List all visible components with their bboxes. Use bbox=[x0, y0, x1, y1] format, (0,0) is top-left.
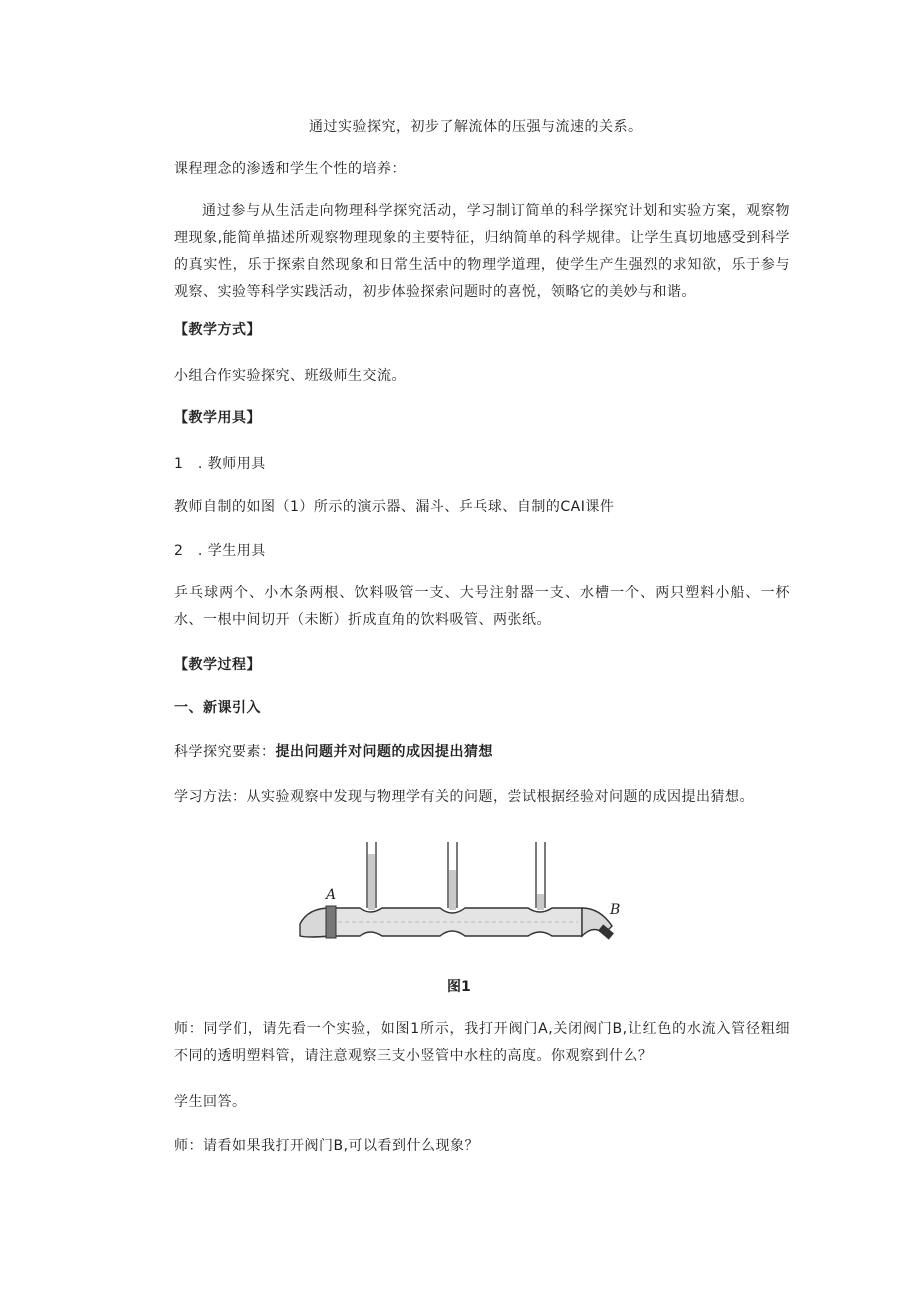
inquiry-element-label: 科学探究要素： bbox=[174, 744, 276, 760]
study-method-text: 学习方法：从实验观察中发现与物理学有关的问题，尝试根据经验对问题的成因提出猜想。 bbox=[174, 789, 754, 805]
label-valve-a: A bbox=[326, 887, 337, 903]
section-teaching-tools: 【教学用具】 bbox=[174, 410, 261, 426]
concept-paragraph: 通过参与从生活走向物理科学探究活动，学习制订简单的科学探究计划和实验方案，观察物理现象,能简单描述所观察物理现象的主要特征，归纳简单的科学规律。让学生真切地感受到科学的真实性，乐于探索自然现象和日常生活中的物理学道理，使学生产生强烈的求知欲，乐于参与观察、实验等科学实践活动，初步体验探索问题时的喜悦，领略它的美妙与和谐。 bbox=[174, 203, 790, 300]
subsection-new-lesson: 一、新课引入 bbox=[174, 700, 261, 716]
concept-heading: 课程理念的渗透和学生个性的培养： bbox=[174, 161, 406, 177]
student-tools-text: 乒乓球两个、小木条两根、饮料吸管一支、大号注射器一支、水槽一个、两只塑料小船、一杯水、一根中间切开（未断）折成直角的饮料吸管、两张纸。 bbox=[174, 585, 790, 628]
inquiry-element-value: 提出问题并对问题的成因提出猜想 bbox=[275, 744, 493, 760]
teaching-method-text: 小组合作实验探究、班级师生交流。 bbox=[174, 368, 406, 384]
objective-line: 通过实验探究，初步了解流体的压强与流速的关系。 bbox=[309, 119, 643, 135]
student-answer: 学生回答。 bbox=[174, 1094, 247, 1110]
figure-pipe-apparatus bbox=[290, 836, 625, 966]
teacher-question-1: 师：同学们，请先看一个实验，如图1所示，我打开阀门A,关闭阀门B,让红色的水流入管径粗细不同的透明塑料管，请注意观察三支小竖管中水柱的高度。你观察到什么？ bbox=[174, 1021, 790, 1064]
section-teaching-process: 【教学过程】 bbox=[174, 657, 261, 673]
student-tools-title: 2 . 学生用具 bbox=[174, 543, 266, 559]
section-teaching-method: 【教学方式】 bbox=[174, 322, 261, 338]
teacher-question-2: 师：请看如果我打开阀门B,可以看到什么现象？ bbox=[174, 1138, 480, 1154]
figure-caption: 图1 bbox=[447, 979, 471, 995]
teacher-tools-text: 教师自制的如图（1）所示的演示器、漏斗、乒乓球、自制的CAI课件 bbox=[174, 499, 615, 515]
inquiry-element-line bbox=[174, 742, 493, 762]
teacher-tools-title: 1 . 教师用具 bbox=[174, 456, 266, 472]
label-valve-b: B bbox=[610, 902, 621, 918]
